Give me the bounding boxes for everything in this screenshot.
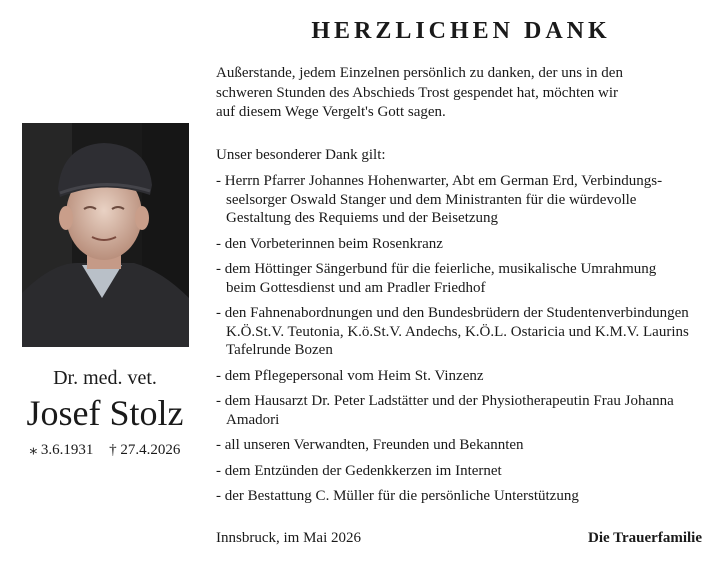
list-item-line: - den Vorbeterinnen beim Rosenkranz <box>216 235 443 252</box>
list-item <box>216 392 704 429</box>
list-item-line: - dem Entzünden der Gedenkkerzen im Internet <box>216 462 502 479</box>
deceased-name: Josef Stolz <box>26 393 184 433</box>
page-title: HERZLICHEN DANK <box>311 18 611 44</box>
list-item <box>216 436 704 455</box>
list-item <box>216 172 704 228</box>
thanks-heading: Unser besonderer Dank gilt: <box>216 147 386 163</box>
list-item <box>216 260 704 297</box>
intro-line: auf diesem Wege Vergelt's Gott sagen. <box>216 104 446 120</box>
list-item <box>216 235 704 254</box>
portrait-illustration <box>22 123 189 347</box>
list-item-line: Tafelrunde Bozen <box>226 342 333 358</box>
signature: Die Trauerfamilie <box>588 530 702 546</box>
list-item-line: - Herrn Pfarrer Johannes Hohenwarter, Abt em German Erd, Verbindungs- <box>216 173 663 189</box>
list-item <box>216 304 704 360</box>
list-item-line: K.Ö.St.V. Teutonia, K.ö.St.V. Andechs, K.Ö.L. Ostaricia und K.M.V. Laurins <box>226 323 689 340</box>
list-item-line: Gestaltung des Requiems und der Beisetzung <box>226 210 499 226</box>
list-item-line: - dem Hausarzt Dr. Peter Ladstätter und der Physiotherapeutin Frau Johanna <box>216 393 674 409</box>
list-item-line: seelsorger Oswald Stanger und dem Ministranten für die würdevolle <box>226 191 637 208</box>
death-date: † 27.4.2026 <box>109 442 181 458</box>
academic-title: Dr. med. vet. <box>53 367 157 389</box>
list-item-line: - all unseren Verwandten, Freunden und Bekannten <box>216 437 524 453</box>
portrait-photo <box>22 123 189 347</box>
birth-date: ⁎ 3.6.1931 <box>29 442 94 458</box>
intro-line: schweren Stunden des Abschieds Trost gespendet hat, möchten wir <box>216 84 619 101</box>
life-dates <box>0 440 210 459</box>
intro-line: Außerstande, jedem Einzelnen persönlich zu danken, der uns in den <box>216 65 623 81</box>
place-date: Innsbruck, im Mai 2026 <box>216 530 361 546</box>
intro-text <box>216 64 686 123</box>
list-item <box>216 367 704 386</box>
list-item <box>216 487 704 506</box>
list-item-line: beim Gottesdienst und am Pradler Friedhof <box>226 279 486 296</box>
list-item-line: Amadori <box>226 411 280 428</box>
list-item <box>216 462 704 481</box>
list-item-line: - dem Pflegepersonal vom Heim St. Vinzenz <box>216 367 484 384</box>
deceased-info <box>0 366 210 459</box>
thanks-list <box>216 172 704 513</box>
list-item-line: - dem Höttinger Sängerbund für die feierliche, musikalische Umrahmung <box>216 261 657 277</box>
list-item-line: - der Bestattung C. Müller für die persönliche Unterstützung <box>216 488 579 504</box>
list-item-line: - den Fahnenabordnungen und den Bundesbrüdern der Studentenverbindungen <box>216 305 689 321</box>
